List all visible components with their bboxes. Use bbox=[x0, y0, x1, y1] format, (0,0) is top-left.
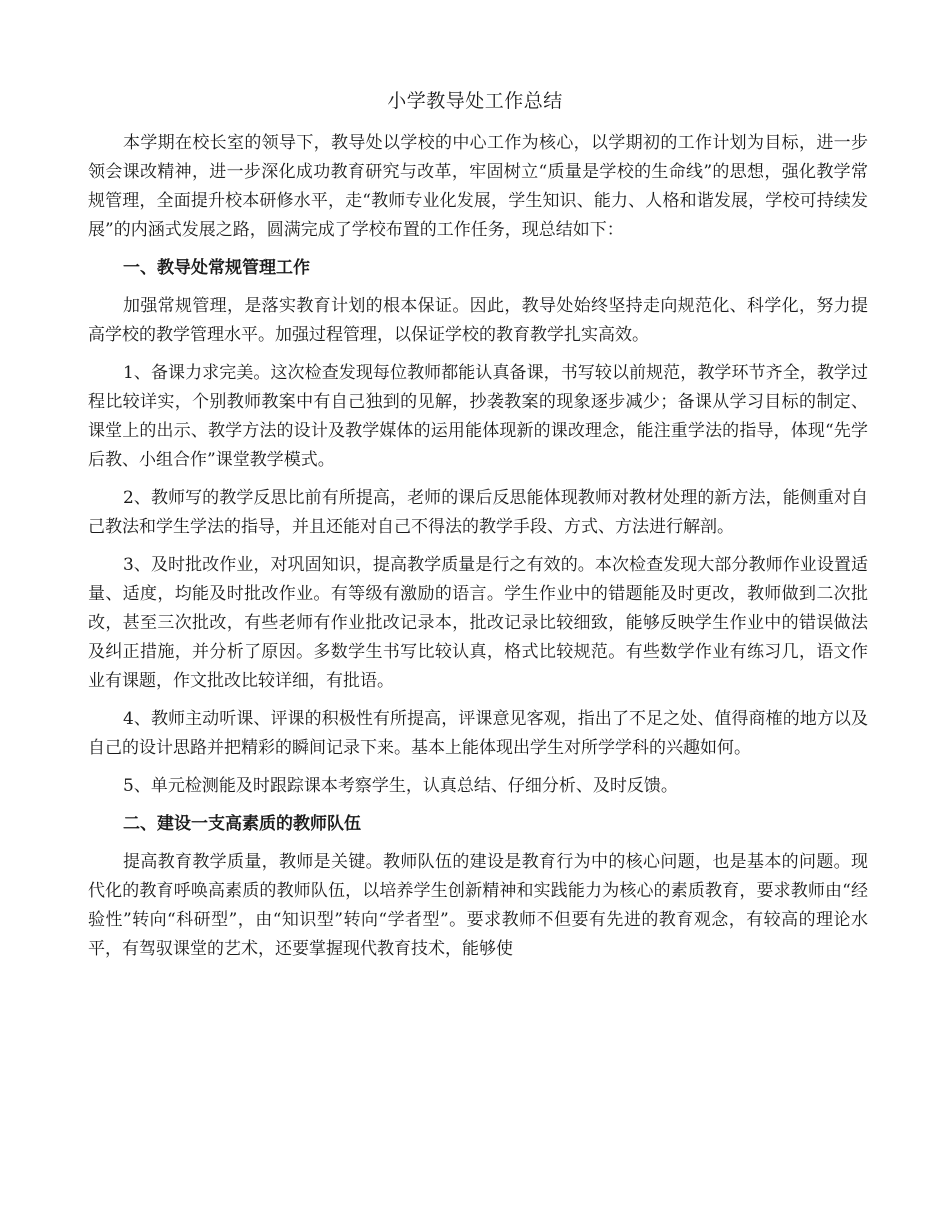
document-title: 小学教导处工作总结 bbox=[387, 90, 563, 112]
section-2-heading: 二、建设一支高素质的教师队伍 bbox=[123, 814, 361, 834]
section-1-item-3: 3、及时批改作业，对巩固知识，提高教学质量是行之有效的。本次检查发现大部分教师作业设置适量、适度，均能及时批改作业。有等级有激励的语言。学生作业中的错题能及时更改，教师做到二次批改，甚至三次批改，有些老师有作业批改记录本，批改记录比较细致，能够反映学生作业中的错误做法及纠正措施，并分析了原因。多数学生书写比较认真，格式比较规范。有些数学作业有练习几，语文作业有课题，作文批改比较详细，有批语。 bbox=[88, 555, 868, 691]
section-1-item-5: 5、单元检测能及时跟踪课本考察学生，认真总结、仔细分析、及时反馈。 bbox=[123, 776, 678, 796]
section-1-item-4: 4、教师主动听课、评课的积极性有所提高，评课意见客观，指出了不足之处、值得商榷的地方以及自己的设计思路并把精彩的瞬间记录下来。基本上能体现出学生对所学学科的兴趣如何。 bbox=[88, 709, 868, 758]
document-body bbox=[88, 129, 868, 973]
intro-paragraph: 本学期在校长室的领导下，教导处以学校的中心工作为核心，以学期初的工作计划为目标，进一步领会课改精神，进一步深化成功教育研究与改革，牢固树立“质量是学校的生命线”的思想，强化教学常规管理，全面提升校本研修水平，走“教师专业化发展，学生知识、能力、人格和谐发展，学校可持续发展”的内涵式发展之路，圆满完成了学校布置的工作任务，现总结如下： bbox=[88, 133, 868, 240]
section-2-paragraph: 提高教育教学质量，教师是关键。教师队伍的建设是教育行为中的核心问题，也是基本的问题。现代化的教育呼唤高素质的教师队伍，以培养学生创新精神和实践能力为核心的素质教育，要求教师由“经验性”转向“科研型”，由“知识型”转向“学者型”。要求教师不但要有先进的教育观念，有较高的理论水平，有驾驭课堂的艺术，还要掌握现代教育技术，能够使 bbox=[88, 852, 868, 959]
section-1-paragraph: 加强常规管理，是落实教育计划的根本保证。因此，教导处始终坚持走向规范化、科学化，努力提高学校的教学管理水平。加强过程管理，以保证学校的教育教学扎实高效。 bbox=[88, 296, 868, 345]
section-1-item-2: 2、教师写的教学反思比前有所提高，老师的课后反思能体现教师对教材处理的新方法，能侧重对自己教法和学生学法的指导，并且还能对自己不得法的教学手段、方式、方法进行解剖。 bbox=[88, 488, 868, 537]
section-1-item-1: 1、备课力求完美。这次检查发现每位教师都能认真备课，书写较以前规范，教学环节齐全，教学过程比较详实，个别教师教案中有自己独到的见解，抄袭教案的现象逐步减少；备课从学习目标的制定、课堂上的出示、教学方法的设计及教学媒体的运用能体现新的课改理念，能注重学法的指导，体现“先学后教、小组合作”课堂教学模式。 bbox=[88, 363, 868, 470]
section-1-heading: 一、教导处常规管理工作 bbox=[123, 258, 310, 278]
